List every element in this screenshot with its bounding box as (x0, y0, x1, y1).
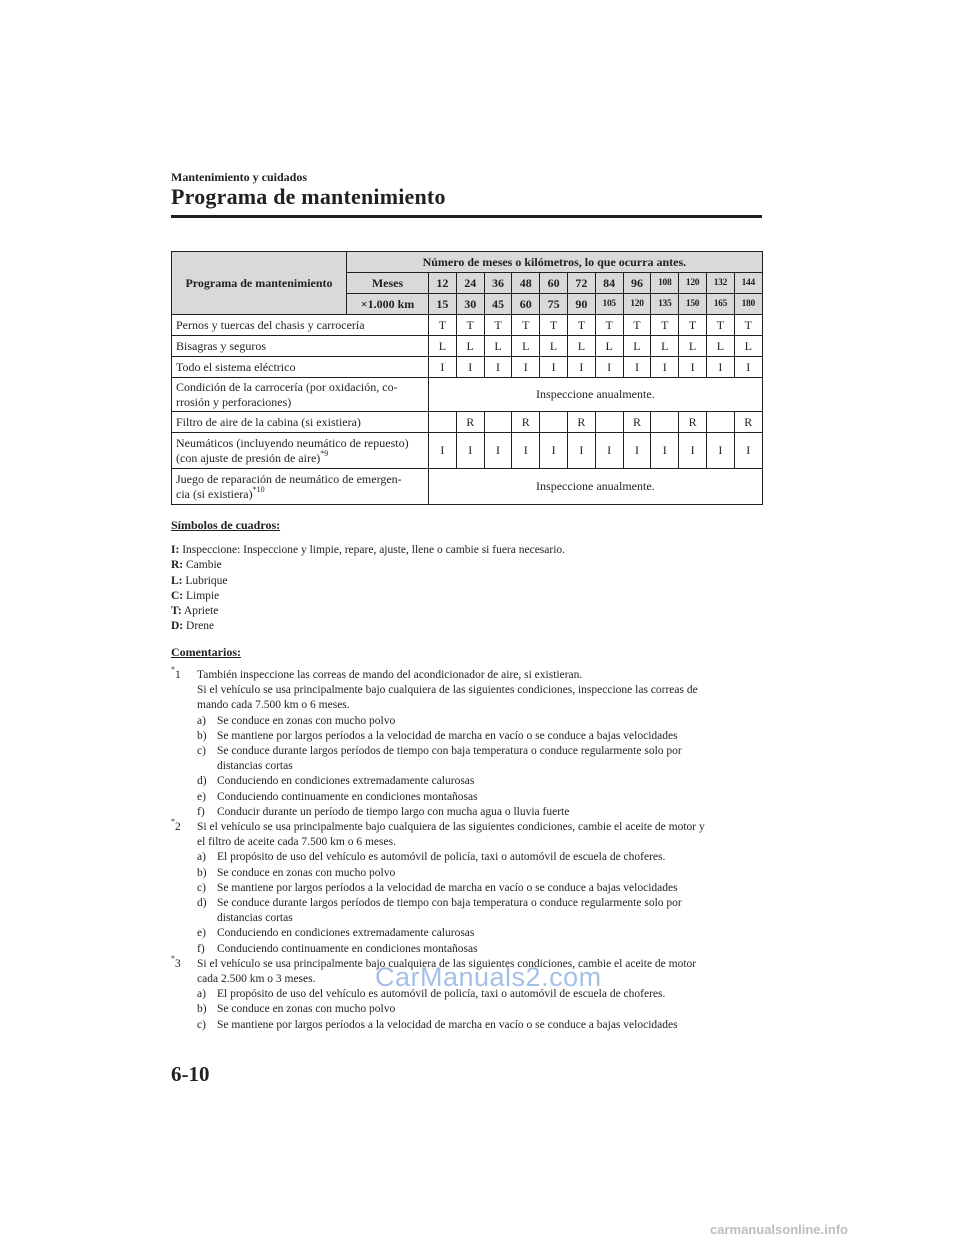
row-item-line: Condición de la carrocería (por oxidación, co- (176, 379, 398, 394)
schedule-cell: I (484, 433, 512, 469)
km-cell: 30 (456, 294, 484, 315)
schedule-cell: T (540, 315, 568, 336)
note-subitem (197, 714, 762, 729)
subitem-letter: a) (197, 714, 206, 727)
symbol-key: D: (171, 620, 184, 633)
km-cell: 135 (651, 294, 679, 315)
page-number: 6-10 (171, 1062, 210, 1086)
schedule-cell: I (595, 433, 623, 469)
section-label: Mantenimiento y cuidados (171, 170, 308, 184)
schedule-cell: I (651, 433, 679, 469)
subitem-letter: b) (197, 1003, 207, 1016)
annual-inspection-cell: Inspeccione anualmente. (429, 378, 763, 412)
note-star: * (171, 954, 175, 964)
subitem-text: Conduciendo en condiciones extremadamente calurosas (217, 775, 475, 788)
schedule-cell (540, 412, 568, 433)
subitem-text: El propósito de uso del vehículo es automóvil de policía, taxi o automóvil de escuela de choferes. (217, 851, 666, 864)
subitem-text: Conduciendo continuamente en condiciones montañosas (217, 790, 478, 803)
note-line: Si el vehículo se usa principalmente bajo cualquiera de las siguientes condiciones, inspeccione las correas de (197, 684, 698, 697)
symbol-desc: Limpie (183, 589, 220, 602)
subitem-letter: a) (197, 988, 206, 1001)
schedule-cell: I (623, 433, 651, 469)
schedule-cell: L (595, 336, 623, 357)
symbol-item (171, 574, 565, 589)
km-cell: 120 (623, 294, 651, 315)
header-row-span (172, 252, 763, 273)
km-cell: 150 (679, 294, 707, 315)
note-marker (171, 954, 181, 972)
schedule-cell: L (679, 336, 707, 357)
schedule-cell: T (512, 315, 540, 336)
note-subitem (197, 896, 762, 926)
row-item: Todo el sistema eléctrico (172, 357, 429, 378)
km-cell: 15 (429, 294, 457, 315)
table-row (172, 315, 763, 336)
schedule-cell (429, 412, 457, 433)
schedule-cell: I (651, 357, 679, 378)
schedule-cell: L (456, 336, 484, 357)
note-subitem (197, 805, 762, 820)
footnote-ref: *10 (252, 484, 265, 494)
row-item: Filtro de aire de la cabina (si existiera) (172, 412, 429, 433)
row-item-line: cia (si existiera) (176, 486, 253, 501)
note-marker (171, 665, 181, 683)
subitem-letter: b) (197, 729, 207, 742)
schedule-cell: I (734, 433, 762, 469)
km-cell: 75 (540, 294, 568, 315)
schedule-cell: I (595, 357, 623, 378)
schedule-cell: L (540, 336, 568, 357)
schedule-cell (706, 412, 734, 433)
note-line: Si el vehículo se usa principalmente bajo cualquiera de las siguientes condiciones, cambie el aceite de motor y (197, 821, 705, 834)
maintenance-schedule-table (171, 251, 763, 505)
table-row (172, 412, 763, 433)
symbol-item (171, 619, 565, 634)
note-subitem (197, 850, 762, 865)
subitem-text: El propósito de uso del vehículo es automóvil de policía, taxi o automóvil de escuela de choferes. (217, 988, 666, 1001)
note-star: * (171, 817, 175, 827)
km-cell: 60 (512, 294, 540, 315)
symbol-item (171, 589, 565, 604)
symbol-desc: Lubrique (182, 574, 228, 587)
note-line: cada 2.500 km o 3 meses. (197, 973, 316, 986)
subitem-letter: c) (197, 881, 206, 894)
schedule-cell: I (429, 357, 457, 378)
schedule-cell: R (512, 412, 540, 433)
subitem-letter: d) (197, 775, 207, 788)
symbols-heading: Símbolos de cuadros: (171, 518, 281, 532)
symbol-desc: Drene (183, 620, 215, 633)
km-label: ×1.000 km (347, 294, 429, 315)
row-item-line: Juego de reparación de neumático de emergen- (176, 471, 402, 486)
subitem-text: Se conduce en zonas con mucho polvo (217, 866, 396, 879)
symbol-key: T: (171, 605, 182, 618)
title-divider (171, 215, 762, 218)
page-title: Programa de mantenimiento (171, 184, 446, 209)
table-row (172, 357, 763, 378)
watermark-text: CarManuals2.com (375, 962, 602, 992)
schedule-cell: T (623, 315, 651, 336)
note-number: 2 (175, 821, 181, 834)
symbol-key: I: (171, 544, 180, 556)
row-item (172, 378, 429, 412)
subitem-text: Conduciendo continuamente en condiciones montañosas (217, 942, 478, 955)
symbol-item (171, 543, 565, 558)
months-cell: 96 (623, 273, 651, 294)
months-cell: 84 (595, 273, 623, 294)
note-subitem (197, 866, 762, 881)
row-item-line: rrosión y perforaciones) (176, 394, 292, 409)
symbol-desc: Apriete (181, 605, 219, 618)
schedule-cell: R (679, 412, 707, 433)
symbol-item (171, 604, 565, 619)
table-row (172, 378, 763, 412)
schedule-cell: T (595, 315, 623, 336)
km-cell: 45 (484, 294, 512, 315)
schedule-cell: L (512, 336, 540, 357)
schedule-cell: I (706, 357, 734, 378)
schedule-cell: I (456, 433, 484, 469)
row-item: Bisagras y seguros (172, 336, 429, 357)
months-cell: 36 (484, 273, 512, 294)
schedule-cell: L (484, 336, 512, 357)
note-subitem (197, 744, 762, 774)
schedule-cell: T (706, 315, 734, 336)
schedule-cell: R (567, 412, 595, 433)
note-subitem (197, 881, 762, 896)
subitem-text: Se conduce durante largos períodos de tiempo con baja temperatura o conduce regularmente solo por (217, 897, 682, 910)
comment-note (171, 817, 762, 957)
footnote-ref: *9 (320, 448, 329, 458)
schedule-cell: I (567, 433, 595, 469)
note-line: mando cada 7.500 km o 6 meses. (197, 699, 350, 712)
schedule-cell: L (651, 336, 679, 357)
schedule-cell: R (623, 412, 651, 433)
note-number: 3 (175, 957, 181, 970)
schedule-cell: T (567, 315, 595, 336)
schedule-cell: L (734, 336, 762, 357)
months-cell: 12 (429, 273, 457, 294)
subitem-text: Conducir durante un período de tiempo largo con mucha agua o lluvia fuerte (217, 805, 570, 818)
symbols-list (171, 543, 565, 635)
schedule-cell: I (567, 357, 595, 378)
note-line: el filtro de aceite cada 7.500 km o 6 meses. (197, 836, 396, 849)
subitem-text: Se mantiene por largos períodos a la velocidad de marcha en vacío o se conduce a bajas velocidades (217, 729, 678, 742)
subitem-letter: b) (197, 866, 207, 879)
note-marker (171, 817, 181, 835)
symbol-item (171, 558, 565, 573)
note-subitem (197, 926, 762, 941)
schedule-cell: R (734, 412, 762, 433)
subitem-text: Se conduce durante largos períodos de tiempo con baja temperatura o conduce regularmente solo por (217, 745, 682, 758)
schedule-cell: I (623, 357, 651, 378)
months-cell: 132 (706, 273, 734, 294)
interval-header: Número de meses o kilómetros, lo que ocurra antes. (347, 252, 763, 273)
months-cell: 108 (651, 273, 679, 294)
symbol-desc: Cambie (183, 559, 222, 572)
symbol-key: R: (171, 559, 184, 572)
schedule-cell: I (512, 433, 540, 469)
subitem-text: distancias cortas (217, 760, 293, 773)
row-item (172, 433, 429, 469)
schedule-cell (484, 412, 512, 433)
note-subitem (197, 942, 762, 957)
schedule-cell: L (429, 336, 457, 357)
subitem-text: Se conduce en zonas con mucho polvo (217, 1003, 396, 1016)
subitem-text: Se mantiene por largos períodos a la velocidad de marcha en vacío o se conduce a bajas velocidades (217, 881, 678, 894)
note-line: También inspeccione las correas de mando del acondicionador de aire, si existieran. (197, 669, 583, 681)
schedule-cell: R (456, 412, 484, 433)
months-cell: 60 (540, 273, 568, 294)
table-row (172, 433, 763, 469)
subitem-letter: d) (197, 897, 207, 910)
subitem-text: Conduciendo en condiciones extremadamente calurosas (217, 927, 475, 940)
table-row (172, 336, 763, 357)
note-subitem (197, 1018, 762, 1033)
corner-header: Programa de mantenimiento (172, 252, 347, 315)
schedule-cell: T (456, 315, 484, 336)
schedule-cell: L (567, 336, 595, 357)
schedule-cell: T (429, 315, 457, 336)
km-cell: 90 (567, 294, 595, 315)
subitem-letter: f) (197, 942, 205, 955)
note-star: * (171, 665, 175, 675)
schedule-cell: I (429, 433, 457, 469)
note-number: 1 (175, 669, 181, 681)
schedule-cell: I (734, 357, 762, 378)
table-row (172, 469, 763, 505)
row-item-line: (con ajuste de presión de aire) (176, 450, 321, 465)
subitem-text: Se conduce en zonas con mucho polvo (217, 714, 396, 727)
note-subitem (197, 774, 762, 789)
schedule-cell (651, 412, 679, 433)
schedule-cell: I (512, 357, 540, 378)
subitem-letter: e) (197, 790, 206, 803)
schedule-cell: T (679, 315, 707, 336)
schedule-cell: L (706, 336, 734, 357)
schedule-cell: I (679, 433, 707, 469)
subitem-letter: f) (197, 805, 205, 818)
note-subitem (197, 729, 762, 744)
schedule-cell: I (540, 433, 568, 469)
schedule-cell: L (623, 336, 651, 357)
schedule-cell: T (651, 315, 679, 336)
symbol-key: L: (171, 574, 183, 587)
subitem-letter: e) (197, 927, 206, 940)
schedule-cell (595, 412, 623, 433)
km-cell: 165 (706, 294, 734, 315)
row-item (172, 469, 429, 505)
months-cell: 144 (734, 273, 762, 294)
schedule-cell: I (456, 357, 484, 378)
schedule-cell: T (484, 315, 512, 336)
row-item-line: Neumáticos (incluyendo neumático de repuesto) (176, 435, 409, 450)
schedule-cell: I (706, 433, 734, 469)
annual-inspection-cell: Inspeccione anualmente. (429, 469, 763, 505)
footer-watermark: carmanualsonline.info (710, 1222, 848, 1237)
note-subitem (197, 790, 762, 805)
subitem-letter: c) (197, 745, 206, 758)
note-subitem (197, 1002, 762, 1017)
months-cell: 24 (456, 273, 484, 294)
row-item: Pernos y tuercas del chasis y carrocería (172, 315, 429, 336)
km-cell: 105 (595, 294, 623, 315)
schedule-cell: I (540, 357, 568, 378)
comment-note (171, 665, 762, 820)
months-label: Meses (347, 273, 429, 294)
km-cell: 180 (734, 294, 762, 315)
comments-heading: Comentarios: (171, 645, 241, 659)
schedule-cell: T (734, 315, 762, 336)
symbol-key: C: (171, 589, 184, 602)
schedule-cell: I (679, 357, 707, 378)
subitem-text: distancias cortas (217, 912, 293, 925)
subitem-letter: c) (197, 1018, 206, 1031)
subitem-letter: a) (197, 851, 206, 864)
schedule-cell: I (484, 357, 512, 378)
months-cell: 72 (567, 273, 595, 294)
months-cell: 120 (679, 273, 707, 294)
subitem-text: Se mantiene por largos períodos a la velocidad de marcha en vacío o se conduce a bajas velocidades (217, 1018, 678, 1031)
months-cell: 48 (512, 273, 540, 294)
note-line: Si el vehículo se usa principalmente bajo cualquiera de las siguientes condiciones, cambie el aceite de motor (197, 957, 697, 970)
symbol-desc: Inspeccione: Inspeccione y limpie, repare, ajuste, llene o cambie si fuera necesario. (179, 544, 566, 556)
